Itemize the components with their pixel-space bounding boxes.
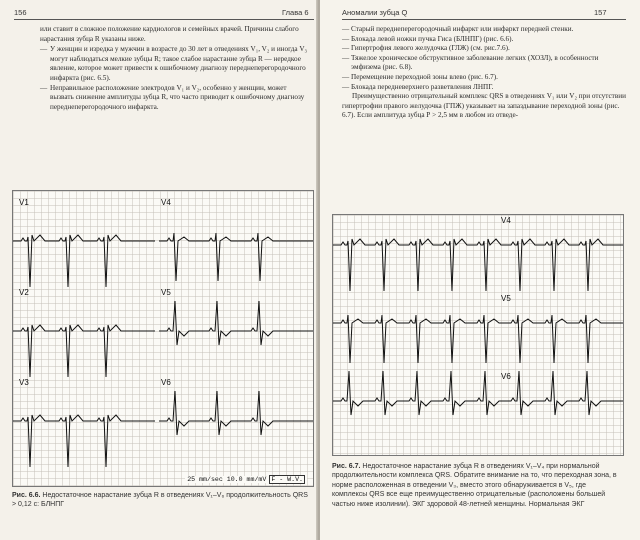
caption-label-6-6: Рис. 6.6. (12, 492, 41, 499)
lead-label-v2: V2 (19, 288, 29, 297)
lead-label-v6: V6 (161, 378, 171, 387)
intro-line-2: нарастания зубца R указаны ниже. (40, 34, 146, 43)
ecg-trace (333, 315, 623, 363)
ecg-trace (159, 233, 313, 281)
lead-label-v1: V1 (19, 198, 29, 207)
right-bullet-6: — Блокада передневерхнего разветвления ЛНПГ. (342, 83, 626, 93)
caption-label-6-7: Рис. 6.7. (332, 463, 361, 470)
page-number-right: 157 (594, 8, 607, 17)
ecg-trace (13, 415, 155, 467)
ecg-traces-6-7 (333, 215, 623, 455)
ecg-trace (159, 391, 313, 435)
figure-caption-6-6 (12, 491, 312, 510)
right-text-block (342, 25, 626, 121)
ecg-trace (159, 301, 313, 345)
calibration-readout (185, 476, 307, 483)
caption-text-6-7: Недостаточное нарастание зубца R в отведениях V₁–V₄ при нормальной продолжительности комплекса QRS. Обратите внимание на то, что переходная зона, в норме расположенная в отведении V₃, вместо этого обнаруживается в V₅, где комплексы QRS все еще преимущественно отрицательные (расположены большей частью ниже изолинии). ЭКГ здоровой 48-летней женщины. Нормальная ЭКГ (332, 463, 617, 508)
calibration-text: 25 mm/sec 10.0 mm/mV (187, 476, 267, 483)
page-number-left: 156 (14, 8, 27, 17)
right-page (320, 0, 640, 540)
right-bullet-1: — Старый переднеперегородочный инфаркт или инфаркт передней стенки. (342, 25, 626, 35)
ecg-figure-6-7 (332, 214, 624, 456)
header-rule-right (342, 19, 626, 20)
caption-text-6-6: Недостаточное нарастание зубца R в отведениях V₁–V₆ продолжительность QRS > 0,12 с: БЛНПГ (12, 492, 308, 509)
ecg-trace (333, 239, 623, 291)
chapter-label-left: Глава 6 (282, 8, 309, 17)
right-bullet-5: — Перемещение переходной зоны влево (рис. 6.7). (342, 73, 626, 83)
lead-label-fig67-v4: V4 (501, 216, 511, 225)
right-paragraph: Преимущественно отрицательный комплекс QRS в отведениях V₁ или V₂ при отсутствии гипертрофии правого желудочка (ГПЖ) указывает на запаздывание переходной зоны (рис. 6.7). Если амплитуда зубца Р > 2,5 мм в любом из отведе- (342, 92, 626, 120)
lead-label-v3: V3 (19, 378, 29, 387)
right-bullet-2: — Блокада левой ножки пучка Гиса (БЛНПГ) (рис. 6.6). (342, 35, 626, 45)
left-bullet-1: — У женщин и изредка у мужчин в возрасте до 30 лет в отведениях V₁, V₂ и иногда V₃ могут наблюдаться мелкие зубцы R; такое слабое нарастание зубца R — нередкое явление, которое может привести к ошибочному диагнозу переднеперегородочного инфаркта (рис. 6.5). (40, 45, 312, 83)
intro-line-1: или ставит в сложное положение кардиологов и семейных врачей. Причины слабого (40, 25, 299, 33)
right-bullet-4: — Тяжелое хроническое обструктивное заболевание легких (ХОЗЛ), в особенности эмфизема (рис. 6.8). (342, 54, 626, 73)
ecg-trace (333, 371, 623, 415)
ecg-figure-6-6 (12, 190, 314, 487)
chapter-label-right: Аномалии зубца Q (342, 8, 408, 17)
lead-label-v5: V5 (161, 288, 171, 297)
right-bullet-3: — Гипертрофия левого желудочка (ГЛЖ) (см. рис.7.6). (342, 44, 626, 54)
ecg-trace (13, 325, 155, 377)
ecg-trace (13, 235, 155, 287)
lead-label-v4: V4 (161, 198, 171, 207)
left-page (0, 0, 318, 540)
lead-label-fig67-v5: V5 (501, 294, 511, 303)
header-rule-left (14, 19, 314, 20)
filter-label: F - W.V. (271, 476, 303, 483)
left-text-block (40, 25, 312, 112)
ecg-traces-6-6 (13, 191, 313, 486)
left-bullet-2: — Неправильное расположение электродов V₁ и V₂, особенно у женщин, может вызвать снижение амплитуды зубца R, что часто приводит к ошибочному диагнозу переднеперегородочного инфаркта. (40, 84, 312, 113)
lead-label-fig67-v6: V6 (501, 372, 511, 381)
figure-caption-6-7 (332, 462, 622, 509)
